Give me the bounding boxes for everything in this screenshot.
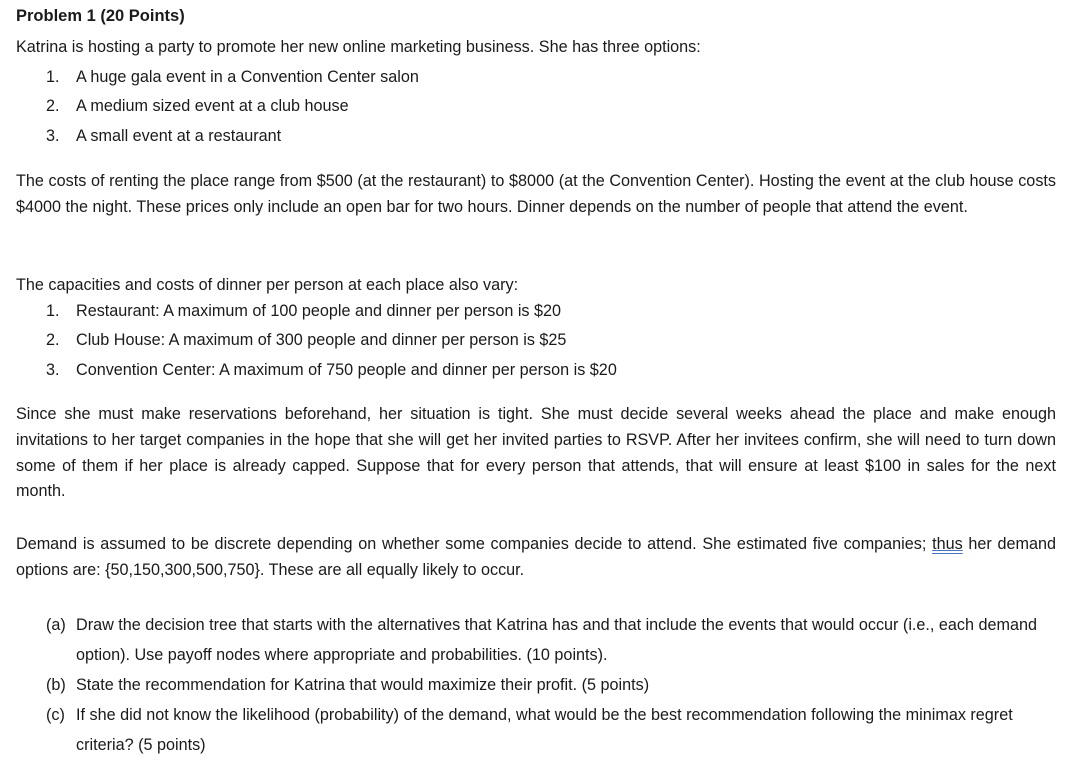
question-label: (c)	[46, 706, 65, 724]
option-item-3	[46, 126, 281, 146]
capacity-number: 3.	[46, 361, 60, 379]
question-text: Draw the decision tree that starts with the alternatives that Katrina has and that include the events that would occur (i.e., each demand option). Use payoff nodes where appropriate and probabilities. (10 points).	[76, 616, 1037, 664]
costs-paragraph: The costs of renting the place range from $500 (at the restaurant) to $8000 (at the Convention Center). Hosting the event at the club house costs $4000 the night. These prices only include an open bar for two hours. Dinner depends on the number of people that attend the event.	[16, 172, 1056, 216]
demand-paragraph	[16, 532, 1056, 584]
capacity-item-1	[46, 301, 561, 321]
capacity-item-3	[46, 360, 617, 380]
option-item-1	[46, 67, 419, 87]
capacity-text: Convention Center: A maximum of 750 people and dinner per person is $20	[76, 361, 617, 379]
question-c	[46, 700, 1056, 760]
question-text: State the recommendation for Katrina that would maximize their profit. (5 points)	[76, 676, 650, 694]
option-number: 2.	[46, 97, 60, 115]
option-text: A huge gala event in a Convention Center salon	[76, 68, 419, 86]
reservations-paragraph: Since she must make reservations beforehand, her situation is tight. She must decide several weeks ahead the place and make enough invitations to her target companies in the hope that she will get her invited parties to RSVP. After her invitees confirm, she will need to turn down some of them if her place is already capped. Suppose that for every person that attends, that will ensure at least $100 in sales for the next month.	[16, 405, 1056, 501]
question-b	[46, 670, 1056, 700]
question-label: (a)	[46, 616, 66, 634]
capacity-number: 1.	[46, 302, 60, 320]
capacities-intro: The capacities and costs of dinner per person at each place also vary:	[16, 276, 519, 294]
spellcheck-word: thus	[932, 535, 963, 553]
demand-text-part2: her demand options are: {50,150,300,500,750}. These are all equally likely to occur.	[16, 535, 1056, 579]
option-text: A small event at a restaurant	[76, 127, 282, 145]
question-a	[46, 610, 1056, 670]
question-label: (b)	[46, 676, 66, 694]
option-item-2	[46, 96, 349, 116]
demand-text-part1: Demand is assumed to be discrete depending on whether some companies decide to attend. She estimated five companies;	[16, 535, 927, 553]
intro-text: Katrina is hosting a party to promote her new online marketing business. She has three options:	[16, 38, 701, 56]
capacity-item-2	[46, 330, 566, 350]
capacity-number: 2.	[46, 331, 60, 349]
option-number: 1.	[46, 68, 60, 86]
option-text: A medium sized event at a club house	[76, 97, 349, 115]
question-text: If she did not know the likelihood (probability) of the demand, what would be the best recommendation following the minimax regret criteria? (5 points)	[76, 706, 1013, 754]
capacity-text: Restaurant: A maximum of 100 people and dinner per person is $20	[76, 302, 562, 320]
problem-title: Problem 1 (20 Points)	[16, 7, 185, 25]
option-number: 3.	[46, 127, 60, 145]
capacity-text: Club House: A maximum of 300 people and dinner per person is $25	[76, 331, 567, 349]
